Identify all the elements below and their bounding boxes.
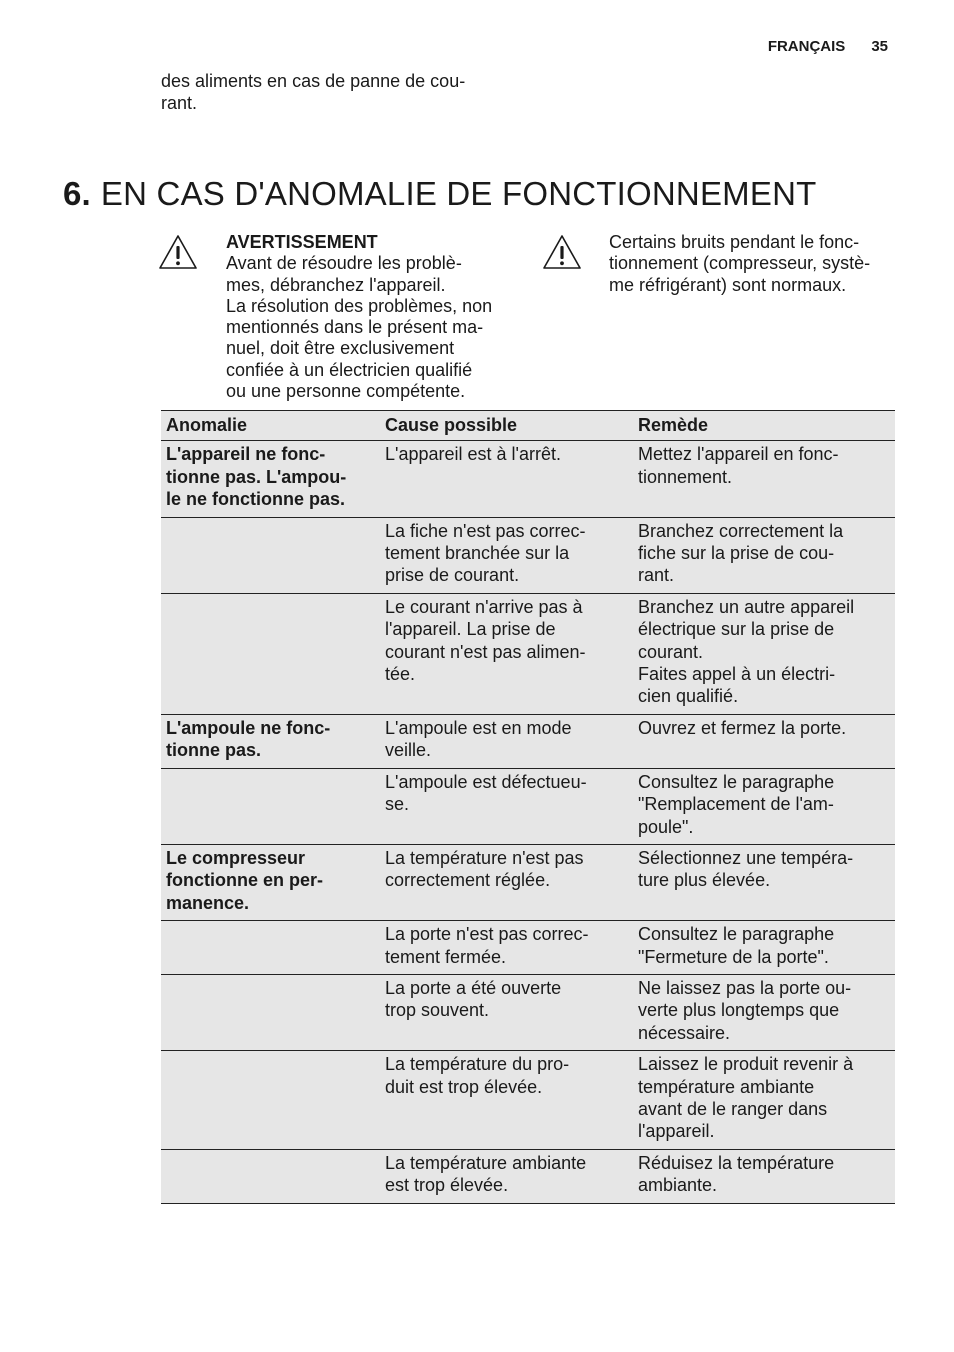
table-row bbox=[161, 974, 895, 1050]
table-row bbox=[161, 517, 895, 593]
cell-remede: Sélectionnez une tempéra- ture plus élevée. bbox=[633, 844, 895, 920]
cell-cause: La porte a été ouverte trop souvent. bbox=[380, 974, 633, 1050]
cell-cause: L'appareil est à l'arrêt. bbox=[380, 441, 633, 517]
warning-triangle-icon bbox=[542, 234, 582, 270]
column-header-remede: Remède bbox=[633, 411, 895, 441]
cell-remede: Ne laissez pas la porte ou- verte plus longtemps que nécessaire. bbox=[633, 974, 895, 1050]
chapter-number: 6. bbox=[63, 175, 91, 212]
cell-anomalie bbox=[161, 921, 380, 975]
cell-cause: La température du pro- duit est trop élevée. bbox=[380, 1051, 633, 1150]
column-header-anomalie: Anomalie bbox=[161, 411, 380, 441]
section-label: FRANÇAIS bbox=[767, 38, 846, 55]
cell-anomalie bbox=[161, 1149, 380, 1203]
cell-remede: Consultez le paragraphe "Remplacement de l'am- poule". bbox=[633, 768, 895, 844]
table-header-row bbox=[161, 411, 895, 441]
cell-anomalie bbox=[161, 1051, 380, 1150]
cell-anomalie: L'ampoule ne fonc- tionne pas. bbox=[161, 714, 380, 768]
cell-remede: Mettez l'appareil en fonc- tionnement. bbox=[633, 441, 895, 517]
cell-cause: La fiche n'est pas correc- tement branchée sur la prise de courant. bbox=[380, 517, 633, 593]
intro-text: des aliments en cas de panne de cou- rant. bbox=[161, 71, 466, 113]
table-row bbox=[161, 844, 895, 920]
cell-anomalie bbox=[161, 974, 380, 1050]
table-row bbox=[161, 714, 895, 768]
page-number: 35 bbox=[871, 38, 888, 55]
page-header bbox=[768, 38, 888, 55]
cell-cause: La température n'est pas correctement réglée. bbox=[380, 844, 633, 920]
troubleshooting-table bbox=[161, 410, 895, 1204]
cell-cause: L'ampoule est en mode veille. bbox=[380, 714, 633, 768]
cell-remede: Branchez un autre appareil électrique sur la prise de courant. Faites appel à un électri- cien qualifié. bbox=[633, 593, 895, 714]
cell-cause: L'ampoule est défectueu- se. bbox=[380, 768, 633, 844]
cell-remede: Ouvrez et fermez la porte. bbox=[633, 714, 895, 768]
chapter-title bbox=[63, 172, 816, 216]
table-row bbox=[161, 441, 895, 517]
table-row bbox=[161, 768, 895, 844]
cell-anomalie bbox=[161, 593, 380, 714]
cell-cause: Le courant n'arrive pas à l'appareil. La prise de courant n'est pas alimen- tée. bbox=[380, 593, 633, 714]
table-row bbox=[161, 921, 895, 975]
cell-cause: La température ambiante est trop élevée. bbox=[380, 1149, 633, 1203]
warning-left bbox=[226, 232, 526, 402]
warning-left-text: Avant de résoudre les problè- mes, débranchez l'appareil. La résolution des problèmes, non mentionnés dans le présent ma- nuel, doit être exclusivement confiée à un électricien qualifié ou une personne compétente. bbox=[226, 253, 493, 402]
cell-cause: La porte n'est pas correc- tement fermée. bbox=[380, 921, 633, 975]
cell-remede: Laissez le produit revenir à température ambiante avant de le ranger dans l'appareil. bbox=[633, 1051, 895, 1150]
warning-right-text: Certains bruits pendant le fonc- tionnement (compresseur, systè- me réfrigérant) sont normaux. bbox=[609, 232, 871, 295]
warning-heading: AVERTISSEMENT bbox=[226, 232, 378, 252]
table-row bbox=[161, 1051, 895, 1150]
cell-anomalie: Le compresseur fonctionne en per- manence. bbox=[161, 844, 380, 920]
column-header-cause: Cause possible bbox=[380, 411, 633, 441]
table-row bbox=[161, 1149, 895, 1203]
warning-right bbox=[609, 232, 909, 296]
cell-anomalie bbox=[161, 517, 380, 593]
cell-remede: Branchez correctement la fiche sur la prise de cou- rant. bbox=[633, 517, 895, 593]
chapter-heading: EN CAS D'ANOMALIE DE FONCTIONNEMENT bbox=[100, 175, 817, 212]
cell-remede: Consultez le paragraphe "Fermeture de la porte". bbox=[633, 921, 895, 975]
cell-anomalie bbox=[161, 768, 380, 844]
warning-triangle-icon bbox=[158, 234, 198, 270]
table-row bbox=[161, 593, 895, 714]
cell-anomalie: L'appareil ne fonc- tionne pas. L'ampou- le ne fonctionne pas. bbox=[161, 441, 380, 517]
cell-remede: Réduisez la température ambiante. bbox=[633, 1149, 895, 1203]
